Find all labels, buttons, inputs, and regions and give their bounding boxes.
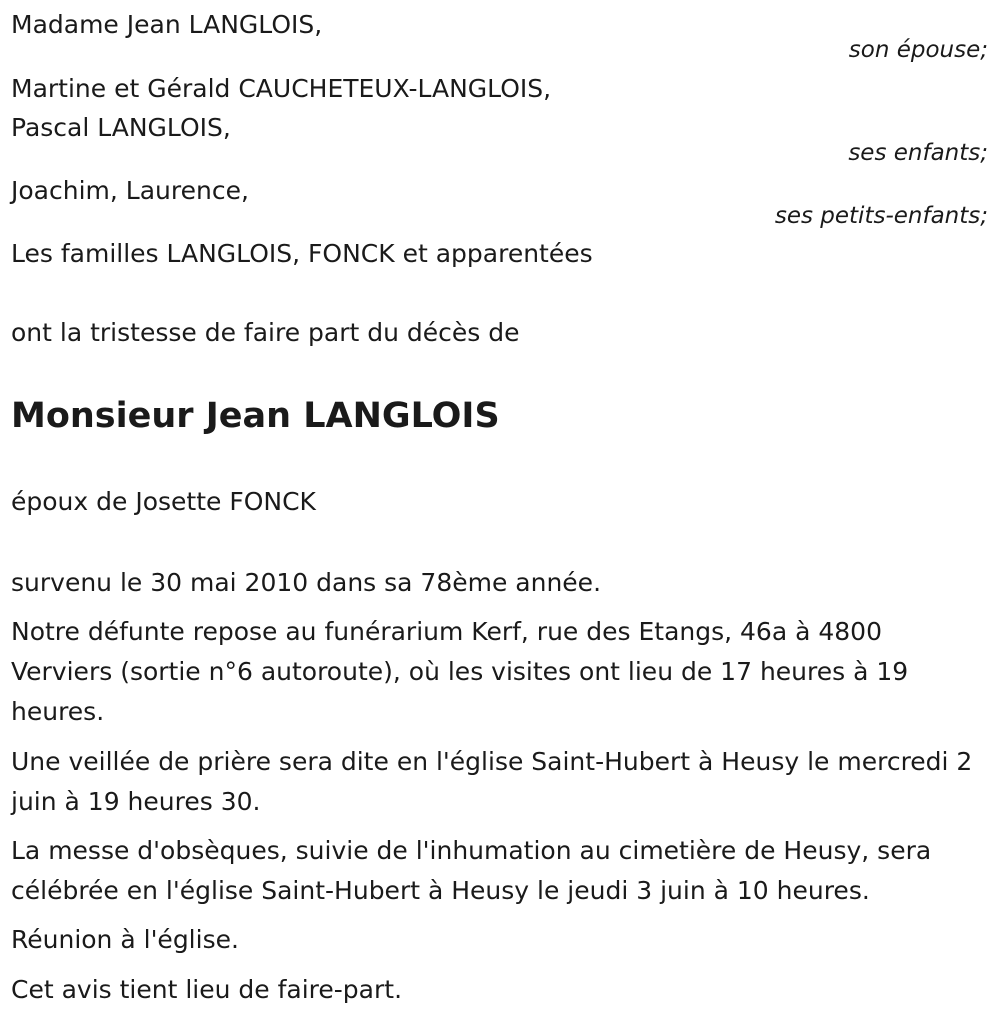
deceased-name: Monsieur Jean LANGLOIS bbox=[11, 396, 500, 436]
child-name: Martine et Gérald CAUCHETEUX-LANGLOIS, bbox=[11, 74, 552, 103]
spouse-name: Madame Jean LANGLOIS, bbox=[11, 10, 323, 39]
announcement-text: ont la tristesse de faire part du décès de bbox=[11, 318, 520, 347]
children-role: ses enfants; bbox=[848, 140, 988, 166]
death-date-paragraph: survenu le 30 mai 2010 dans sa 78ème année. bbox=[11, 568, 602, 597]
deceased-spouse: époux de Josette FONCK bbox=[11, 487, 316, 516]
child-name: Pascal LANGLOIS, bbox=[11, 113, 231, 142]
funeral-mass-paragraph: La messe d'obsèques, suivie de l'inhumation au cimetière de Heusy, sera célébrée en l'église Saint-Hubert à Heusy le jeudi 3 juin à 10 heures. bbox=[11, 836, 932, 905]
grandchildren-names: Joachim, Laurence, bbox=[11, 176, 249, 205]
extended-families: Les familles LANGLOIS, FONCK et apparentées bbox=[11, 239, 593, 268]
funerarium-paragraph: Notre défunte repose au funérarium Kerf, rue des Etangs, 46a à 4800 Verviers (sortie n°6 autoroute), où les visites ont lieu de 17 heures à 19 heures. bbox=[11, 617, 909, 726]
grandchildren-role: ses petits-enfants; bbox=[774, 203, 988, 229]
spouse-role: son épouse; bbox=[848, 37, 988, 63]
notice-paragraph: Cet avis tient lieu de faire-part. bbox=[11, 975, 403, 1004]
meeting-paragraph: Réunion à l'église. bbox=[11, 925, 239, 954]
vigil-paragraph: Une veillée de prière sera dite en l'église Saint-Hubert à Heusy le mercredi 2 juin à 19 heures 30. bbox=[11, 747, 973, 816]
